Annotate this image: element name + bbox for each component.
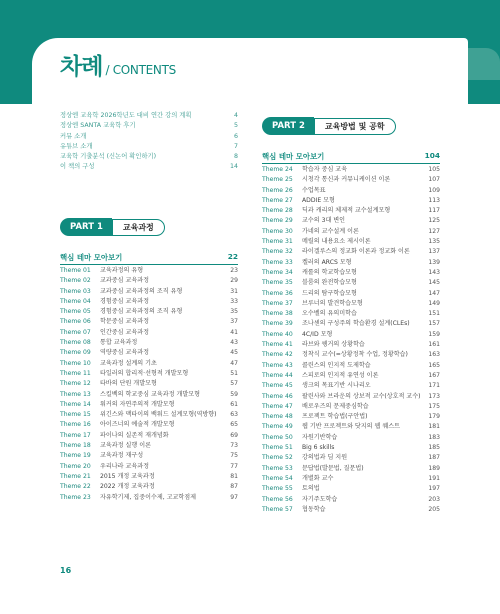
part1-theme-list (60, 266, 238, 503)
theme-number: Theme 52 (262, 454, 293, 462)
part2-section-header (262, 151, 440, 164)
theme-row[interactable] (60, 472, 238, 482)
intro-item[interactable] (60, 152, 238, 162)
theme-title: 협동학습 (302, 505, 326, 513)
theme-title: 자기주도학습 (302, 495, 338, 503)
theme-row[interactable] (262, 247, 440, 257)
theme-page: 175 (428, 402, 440, 410)
theme-page: 117 (428, 207, 440, 215)
theme-title: 경험중심 교육과정의 조직 유형 (100, 308, 183, 316)
title-korean: 차례 (60, 54, 103, 80)
theme-row[interactable] (60, 317, 238, 327)
theme-title: 개별화 교수 (302, 474, 334, 482)
theme-page: 61 (230, 400, 238, 408)
theme-page: 187 (428, 454, 440, 462)
theme-page: 81 (230, 472, 238, 480)
theme-title: 라이겔루스의 정교화 이론과 정교화 이론 (302, 248, 410, 256)
theme-row[interactable] (262, 361, 440, 371)
theme-title: 수업목표 (302, 186, 326, 194)
theme-number: Theme 04 (60, 297, 91, 305)
part1-section-header (60, 252, 238, 265)
theme-title: 교과중심 교육과정 (100, 277, 150, 285)
theme-row[interactable] (60, 287, 238, 297)
intro-item-label: 교육학 기출분석 (신논어 확인하기) (60, 153, 157, 161)
intro-item[interactable] (60, 121, 238, 131)
theme-title: 스피로의 인지적 유연성 이론 (302, 371, 379, 379)
theme-page: 183 (428, 433, 440, 441)
theme-title: 강의법과 딤 지원 (302, 454, 348, 462)
theme-number: Theme 21 (60, 472, 91, 480)
intro-item-label: 커뮤 소개 (60, 132, 87, 140)
page-title (60, 48, 176, 80)
theme-row[interactable] (262, 289, 440, 299)
theme-row[interactable] (262, 319, 440, 329)
theme-title: 가네의 교수설계 이론 (302, 227, 359, 235)
page-number: 16 (60, 566, 72, 575)
theme-row[interactable] (262, 309, 440, 319)
theme-title: 교육과정의 유형 (100, 267, 144, 274)
intro-item-label: 유튜브 소개 (60, 142, 93, 150)
theme-number: Theme 07 (60, 328, 91, 336)
theme-page: 125 (428, 217, 440, 225)
theme-number: Theme 32 (262, 248, 293, 256)
theme-row[interactable] (262, 453, 440, 463)
theme-number: Theme 03 (60, 287, 91, 295)
theme-number: Theme 19 (60, 452, 91, 460)
theme-page: 59 (230, 390, 238, 398)
theme-row[interactable] (262, 484, 440, 494)
intro-item-page: 7 (233, 142, 238, 150)
part2-section-page: 104 (424, 151, 440, 160)
theme-page: 197 (428, 485, 440, 493)
theme-number: Theme 41 (262, 341, 293, 349)
theme-title: 교과중심 교육과정의 조직 유형 (100, 287, 183, 295)
part1-section-label: 핵심 테마 모아보기 (60, 253, 123, 262)
theme-number: Theme 39 (262, 320, 293, 328)
theme-page: 33 (230, 297, 238, 305)
theme-title: 학습자 중심 교육 (302, 166, 348, 173)
theme-title: 블룸의 완전학습모형 (302, 279, 357, 287)
theme-number: Theme 36 (262, 289, 293, 297)
theme-title: 통합 교육과정 (100, 339, 138, 347)
theme-page: 113 (428, 196, 440, 204)
theme-title: Big 6 skills (302, 444, 335, 452)
theme-number: Theme 27 (262, 196, 293, 204)
theme-number: Theme 50 (262, 433, 293, 441)
theme-row[interactable] (60, 307, 238, 317)
theme-number: Theme 46 (262, 392, 293, 400)
theme-title: 아이즈너의 예술적 개발모형 (100, 421, 175, 429)
theme-row[interactable] (262, 350, 440, 360)
theme-number: Theme 56 (262, 495, 293, 503)
theme-number: Theme 51 (262, 444, 293, 452)
theme-row[interactable] (262, 371, 440, 381)
theme-number: Theme 34 (262, 268, 293, 276)
theme-title: 토의법 (302, 485, 320, 493)
theme-number: Theme 20 (60, 462, 91, 470)
theme-row[interactable] (262, 299, 440, 309)
theme-title: 스킬벡의 학교중심 교육과정 개발모형 (100, 390, 200, 398)
theme-row[interactable] (60, 328, 238, 338)
theme-number: Theme 35 (262, 279, 293, 287)
theme-title: 생크의 목표기반 시나리오 (302, 382, 371, 390)
theme-page: 185 (428, 444, 440, 452)
theme-row[interactable] (60, 420, 238, 430)
theme-page: 105 (428, 166, 440, 173)
theme-title: 2015 개정 교육과정 (100, 472, 155, 480)
part2-theme-list (262, 165, 440, 515)
part1-badge (60, 218, 165, 236)
theme-number: Theme 02 (60, 277, 91, 285)
theme-row[interactable] (262, 258, 440, 268)
theme-number: Theme 05 (60, 308, 91, 316)
theme-title: 브루너의 발견학습모형 (302, 299, 363, 307)
theme-number: Theme 25 (262, 176, 293, 184)
theme-row[interactable] (262, 433, 440, 443)
theme-row[interactable] (60, 379, 238, 389)
theme-number: Theme 48 (262, 413, 293, 421)
theme-row[interactable] (60, 441, 238, 451)
theme-title: 교육과정 설계의 기초 (100, 359, 157, 367)
intro-list (60, 111, 238, 173)
intro-item-page: 5 (233, 122, 238, 130)
theme-title: 우리나라 교육과정 (100, 462, 150, 470)
theme-number: Theme 44 (262, 371, 293, 379)
intro-item-page: 14 (229, 163, 238, 171)
theme-row[interactable] (60, 369, 238, 379)
theme-page: 37 (230, 318, 238, 326)
theme-row[interactable] (60, 451, 238, 461)
intro-item[interactable] (60, 111, 238, 121)
theme-page: 43 (230, 339, 238, 347)
theme-title: 학문중심 교육과정 (100, 318, 150, 326)
theme-page: 189 (428, 464, 440, 472)
intro-item-label: 이 책의 구성 (60, 163, 95, 171)
intro-item-page: 4 (233, 112, 238, 119)
theme-title: 자유학기제, 집중이수제, 고교학점제 (100, 493, 197, 501)
theme-page: 167 (428, 371, 440, 379)
theme-row[interactable] (60, 462, 238, 472)
theme-number: Theme 53 (262, 464, 293, 472)
intro-item[interactable] (60, 132, 238, 142)
theme-title: 팔린사와 브라운의 상보적 교수(상호적 교수) (302, 392, 420, 400)
theme-number: Theme 23 (60, 493, 91, 501)
theme-page: 63 (230, 411, 238, 419)
theme-page: 51 (230, 369, 238, 377)
theme-page: 161 (428, 341, 440, 349)
theme-title: 오수벨의 유의미학습 (302, 310, 357, 318)
theme-row[interactable] (262, 495, 440, 505)
theme-row[interactable] (262, 237, 440, 247)
theme-row[interactable] (262, 402, 440, 412)
theme-page: 145 (428, 279, 440, 287)
theme-number: Theme 26 (262, 186, 293, 194)
theme-number: Theme 28 (262, 207, 293, 215)
theme-row[interactable] (262, 227, 440, 237)
theme-row[interactable] (60, 390, 238, 400)
theme-title: 콜린스의 인지적 도제학습 (302, 361, 371, 369)
theme-number: Theme 16 (60, 421, 91, 429)
theme-page: 143 (428, 268, 440, 276)
theme-number: Theme 33 (262, 258, 293, 266)
theme-title: 조나센의 구성주의 학습환경 설계(CLEs) (302, 320, 410, 328)
intro-item-page: 6 (233, 132, 238, 140)
theme-row[interactable] (262, 330, 440, 340)
theme-row[interactable] (262, 206, 440, 216)
theme-row[interactable] (262, 474, 440, 484)
theme-row[interactable] (262, 278, 440, 288)
theme-title: 자원기반학습 (302, 433, 338, 441)
theme-number: Theme 42 (262, 351, 293, 359)
part2-name: 교육방법 및 공학 (314, 118, 396, 135)
theme-number: Theme 31 (262, 238, 293, 246)
part2-badge (262, 117, 396, 135)
theme-row[interactable] (60, 348, 238, 358)
theme-page: 77 (230, 462, 238, 470)
theme-number: Theme 17 (60, 431, 91, 439)
part1-section-page: 22 (227, 252, 238, 261)
intro-item-label: 정상엔 SANTA 교육학 후기 (60, 122, 136, 130)
theme-row[interactable] (60, 410, 238, 420)
theme-row[interactable] (262, 340, 440, 350)
theme-number: Theme 01 (60, 267, 91, 274)
theme-title: 교육과정 재구성 (100, 452, 144, 460)
theme-page: 165 (428, 361, 440, 369)
theme-title: 웹 기반 프로젝트와 닷지의 웹 퀘스트 (302, 423, 400, 431)
theme-page: 29 (230, 277, 238, 285)
theme-page: 179 (428, 413, 440, 421)
theme-number: Theme 15 (60, 411, 91, 419)
theme-title: 2022 개정 교육과정 (100, 483, 155, 491)
theme-row[interactable] (60, 493, 238, 503)
theme-page: 147 (428, 289, 440, 297)
theme-number: Theme 18 (60, 442, 91, 450)
part2-section-label: 핵심 테마 모아보기 (262, 152, 325, 161)
theme-number: Theme 06 (60, 318, 91, 326)
theme-page: 65 (230, 421, 238, 429)
theme-row[interactable] (262, 412, 440, 422)
theme-number: Theme 11 (60, 369, 91, 377)
intro-item-page: 8 (233, 153, 238, 161)
theme-page: 173 (428, 392, 440, 400)
theme-title: 프로젝트 학습법(구안법) (302, 413, 368, 421)
theme-page: 47 (230, 359, 238, 367)
theme-title: 워커의 자연주의적 개발모형 (100, 400, 175, 408)
theme-row[interactable] (60, 276, 238, 286)
theme-page: 191 (428, 474, 440, 482)
theme-page: 109 (428, 186, 440, 194)
theme-number: Theme 13 (60, 390, 91, 398)
theme-number: Theme 45 (262, 382, 293, 390)
theme-number: Theme 47 (262, 402, 293, 410)
theme-number: Theme 37 (262, 299, 293, 307)
theme-title: 4C/ID 모형 (302, 330, 333, 338)
theme-title: 배로우즈의 문제중심학습 (302, 402, 369, 410)
theme-title: 파이나의 실존적 재개념화 (100, 431, 169, 439)
theme-number: Theme 22 (60, 483, 91, 491)
part2-tag: PART 2 (262, 117, 314, 135)
theme-page: 107 (428, 176, 440, 184)
theme-number: Theme 55 (262, 485, 293, 493)
theme-page: 137 (428, 248, 440, 256)
theme-title: 문답법(발문법, 질문법) (302, 464, 364, 472)
theme-row[interactable] (60, 431, 238, 441)
theme-row[interactable] (262, 443, 440, 453)
theme-page: 135 (428, 238, 440, 246)
theme-page: 159 (428, 330, 440, 338)
theme-row[interactable] (60, 400, 238, 410)
theme-title: 켈러의 ARCS 모형 (302, 258, 352, 266)
theme-page: 151 (428, 310, 440, 318)
theme-row[interactable] (262, 165, 440, 175)
theme-page: 87 (230, 483, 238, 491)
theme-page: 203 (428, 495, 440, 503)
theme-title: 교수의 3대 변인 (302, 217, 346, 225)
theme-page: 157 (428, 320, 440, 328)
intro-item-label: 정상엔 교육학 2026학년도 대비 연간 강의 계획 (60, 112, 192, 119)
theme-page: 97 (230, 493, 238, 501)
theme-number: Theme 08 (60, 339, 91, 347)
theme-row[interactable] (262, 175, 440, 185)
theme-title: 캐롤의 학교학습모형 (302, 268, 357, 276)
theme-page: 35 (230, 308, 238, 316)
theme-row[interactable] (262, 392, 440, 402)
theme-number: Theme 38 (262, 310, 293, 318)
theme-number: Theme 10 (60, 359, 91, 367)
theme-row[interactable] (60, 266, 238, 276)
theme-page: 57 (230, 380, 238, 388)
theme-page: 23 (230, 267, 238, 274)
theme-page: 73 (230, 442, 238, 450)
theme-row[interactable] (262, 422, 440, 432)
theme-row[interactable] (262, 216, 440, 226)
theme-title: 드리의 탐구학습모형 (302, 289, 357, 297)
theme-number: Theme 29 (262, 217, 293, 225)
theme-page: 41 (230, 328, 238, 336)
part1-tag: PART 1 (60, 218, 112, 236)
theme-title: ADDIE 모형 (302, 196, 335, 204)
theme-number: Theme 09 (60, 349, 91, 357)
theme-row[interactable] (60, 482, 238, 492)
theme-row[interactable] (60, 338, 238, 348)
theme-title: 타바의 단원 개발모형 (100, 380, 157, 388)
theme-row[interactable] (60, 359, 238, 369)
theme-title: 정착식 교수(=상황정착 수업, 정황학습) (302, 351, 408, 359)
theme-number: Theme 43 (262, 361, 293, 369)
theme-title: 인간중심 교육과정 (100, 328, 150, 336)
theme-row[interactable] (60, 297, 238, 307)
theme-title: 메릴의 내용요소 제시이론 (302, 238, 371, 246)
theme-page: 75 (230, 452, 238, 460)
intro-item[interactable] (60, 162, 238, 172)
theme-number: Theme 30 (262, 227, 293, 235)
theme-title: 라브와 웽거의 상황학습 (302, 341, 365, 349)
theme-row[interactable] (262, 186, 440, 196)
theme-page: 149 (428, 299, 440, 307)
theme-number: Theme 14 (60, 400, 91, 408)
theme-row[interactable] (262, 464, 440, 474)
title-english: / CONTENTS (105, 63, 176, 77)
theme-page: 69 (230, 431, 238, 439)
theme-title: 교육과정 실행 이론 (100, 442, 151, 450)
theme-row[interactable] (262, 196, 440, 206)
theme-page: 205 (428, 505, 440, 513)
theme-page: 45 (230, 349, 238, 357)
theme-title: 시청각 통신과 커뮤니케이션 이론 (302, 176, 391, 184)
theme-page: 163 (428, 351, 440, 359)
part1-name: 교육과정 (112, 219, 165, 236)
theme-page: 31 (230, 287, 238, 295)
theme-row[interactable] (262, 505, 440, 515)
theme-title: 역량중심 교육과정 (100, 349, 150, 357)
theme-number: Theme 12 (60, 380, 91, 388)
theme-page: 171 (428, 382, 440, 390)
theme-page: 181 (428, 423, 440, 431)
intro-item[interactable] (60, 142, 238, 152)
theme-row[interactable] (262, 381, 440, 391)
theme-number: Theme 54 (262, 474, 293, 482)
theme-page: 127 (428, 227, 440, 235)
theme-page: 139 (428, 258, 440, 266)
theme-row[interactable] (262, 268, 440, 278)
theme-number: Theme 24 (262, 166, 293, 173)
theme-number: Theme 49 (262, 423, 293, 431)
theme-title: 딕과 캐리의 체제적 교수설계모형 (302, 207, 391, 215)
theme-title: 경험중심 교육과정 (100, 297, 150, 305)
theme-number: Theme 40 (262, 330, 293, 338)
theme-number: Theme 57 (262, 505, 293, 513)
theme-title: 위긴스와 맥타이의 백워드 설계모형(역방향) (100, 411, 217, 419)
theme-title: 타일러의 합리적·선형적 개발모형 (100, 369, 189, 377)
